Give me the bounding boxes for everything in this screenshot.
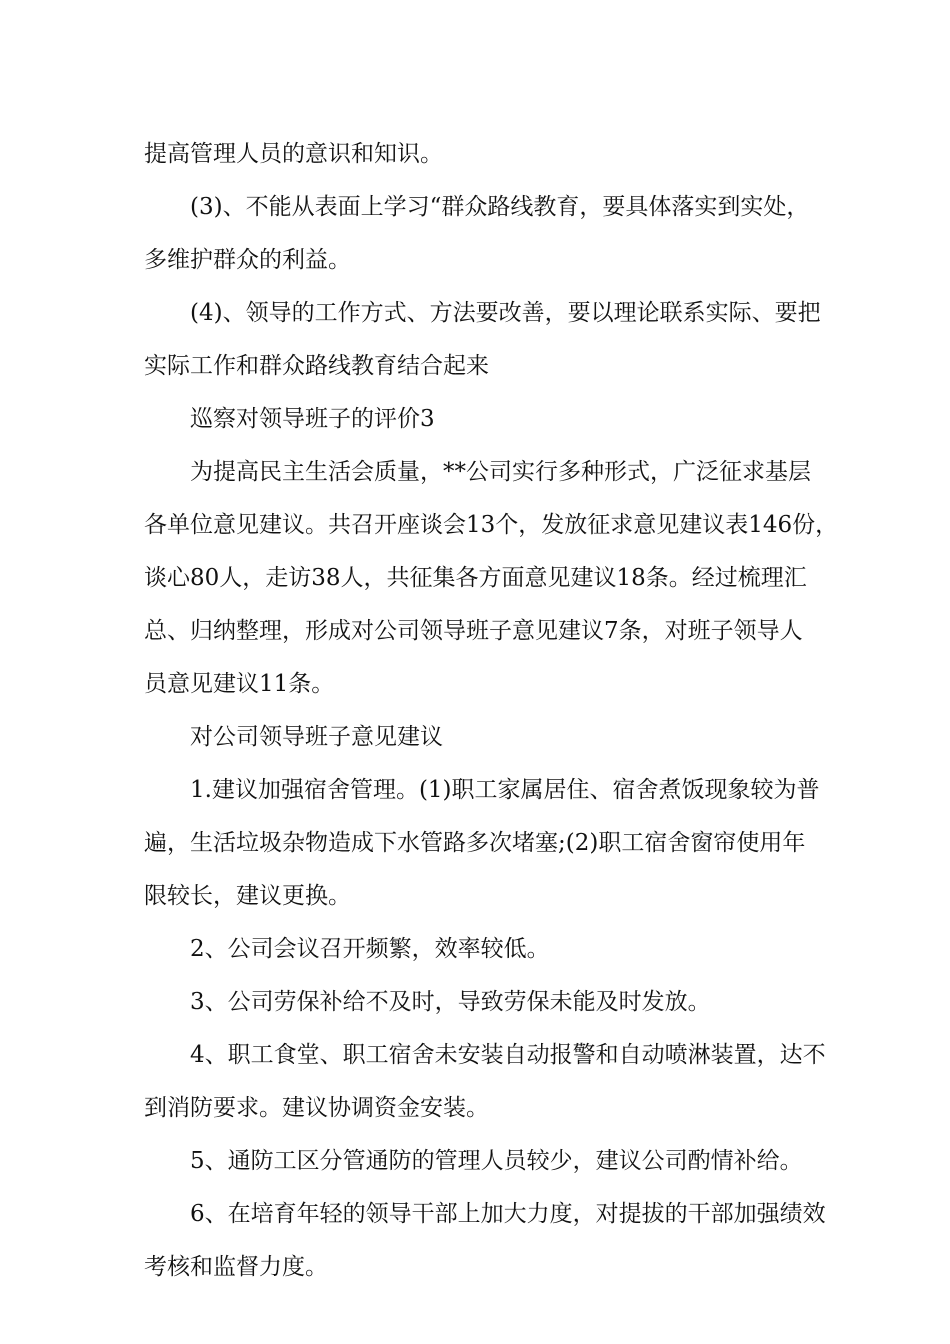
text-line: 6、在培育年轻的领导干部上加大力度，对提拔的干部加强绩效	[190, 1201, 826, 1227]
text-line: 到消防要求。建议协调资金安装。	[144, 1095, 489, 1121]
text-line: 2、公司会议召开频繁，效率较低。	[190, 936, 550, 962]
paragraph-intro	[144, 446, 839, 711]
text-line: 为提高民主生活会质量，**公司实行多种形式，广泛征求基层	[190, 459, 811, 485]
text-line: 1.建议加强宿舍管理。(1)职工家属居住、宿舍煮饭现象较为普	[190, 777, 820, 803]
text-line: 限较长，建议更换。	[144, 883, 351, 909]
document-body	[144, 128, 839, 1294]
text-line: 4、职工食堂、职工宿舍未安装自动报警和自动喷淋装置，达不	[190, 1042, 826, 1068]
heading-line: 巡察对领导班子的评价3	[190, 406, 435, 432]
text-line: 实际工作和群众路线教育结合起来	[144, 353, 489, 379]
text-line: (3)、不能从表面上学习“群众路线教育，要具体落实到实处，	[190, 194, 810, 220]
text-line: 多维护群众的利益。	[144, 247, 351, 273]
paragraph-continuation	[144, 128, 824, 181]
subsection-heading	[144, 711, 824, 764]
text-line: 5、通防工区分管通防的管理人员较少，建议公司酌情补给。	[190, 1148, 803, 1174]
text-line: 各单位意见建议。共召开座谈会13个，发放征求意见建议表146份，	[144, 512, 839, 538]
section-heading	[144, 393, 824, 446]
text-line: 遍，生活垃圾杂物造成下水管路多次堵塞;(2)职工宿舍窗帘使用年	[144, 830, 806, 856]
text-line: 考核和监督力度。	[144, 1254, 328, 1280]
suggestion-item-3	[144, 976, 824, 1029]
text-line: 提高管理人员的意识和知识。	[144, 141, 443, 167]
suggestion-item-2	[144, 923, 824, 976]
text-line: 总、归纳整理，形成对公司领导班子意见建议7条，对班子领导人	[144, 618, 803, 644]
text-line: 谈心80人，走访38人，共征集各方面意见建议18条。经过梳理汇	[144, 565, 807, 591]
text-line: 3、公司劳保补给不及时，导致劳保未能及时发放。	[190, 989, 711, 1015]
text-line: 员意见建议11条。	[144, 671, 335, 697]
suggestion-item-5	[144, 1135, 824, 1188]
suggestion-item-6	[144, 1188, 824, 1294]
heading-line: 对公司领导班子意见建议	[190, 724, 443, 750]
suggestion-item-1	[144, 764, 824, 923]
text-line: (4)、领导的工作方式、方法要改善，要以理论联系实际、要把	[190, 300, 821, 326]
paragraph-item-3	[144, 181, 824, 287]
suggestion-item-4	[144, 1029, 824, 1135]
paragraph-item-4	[144, 287, 824, 393]
